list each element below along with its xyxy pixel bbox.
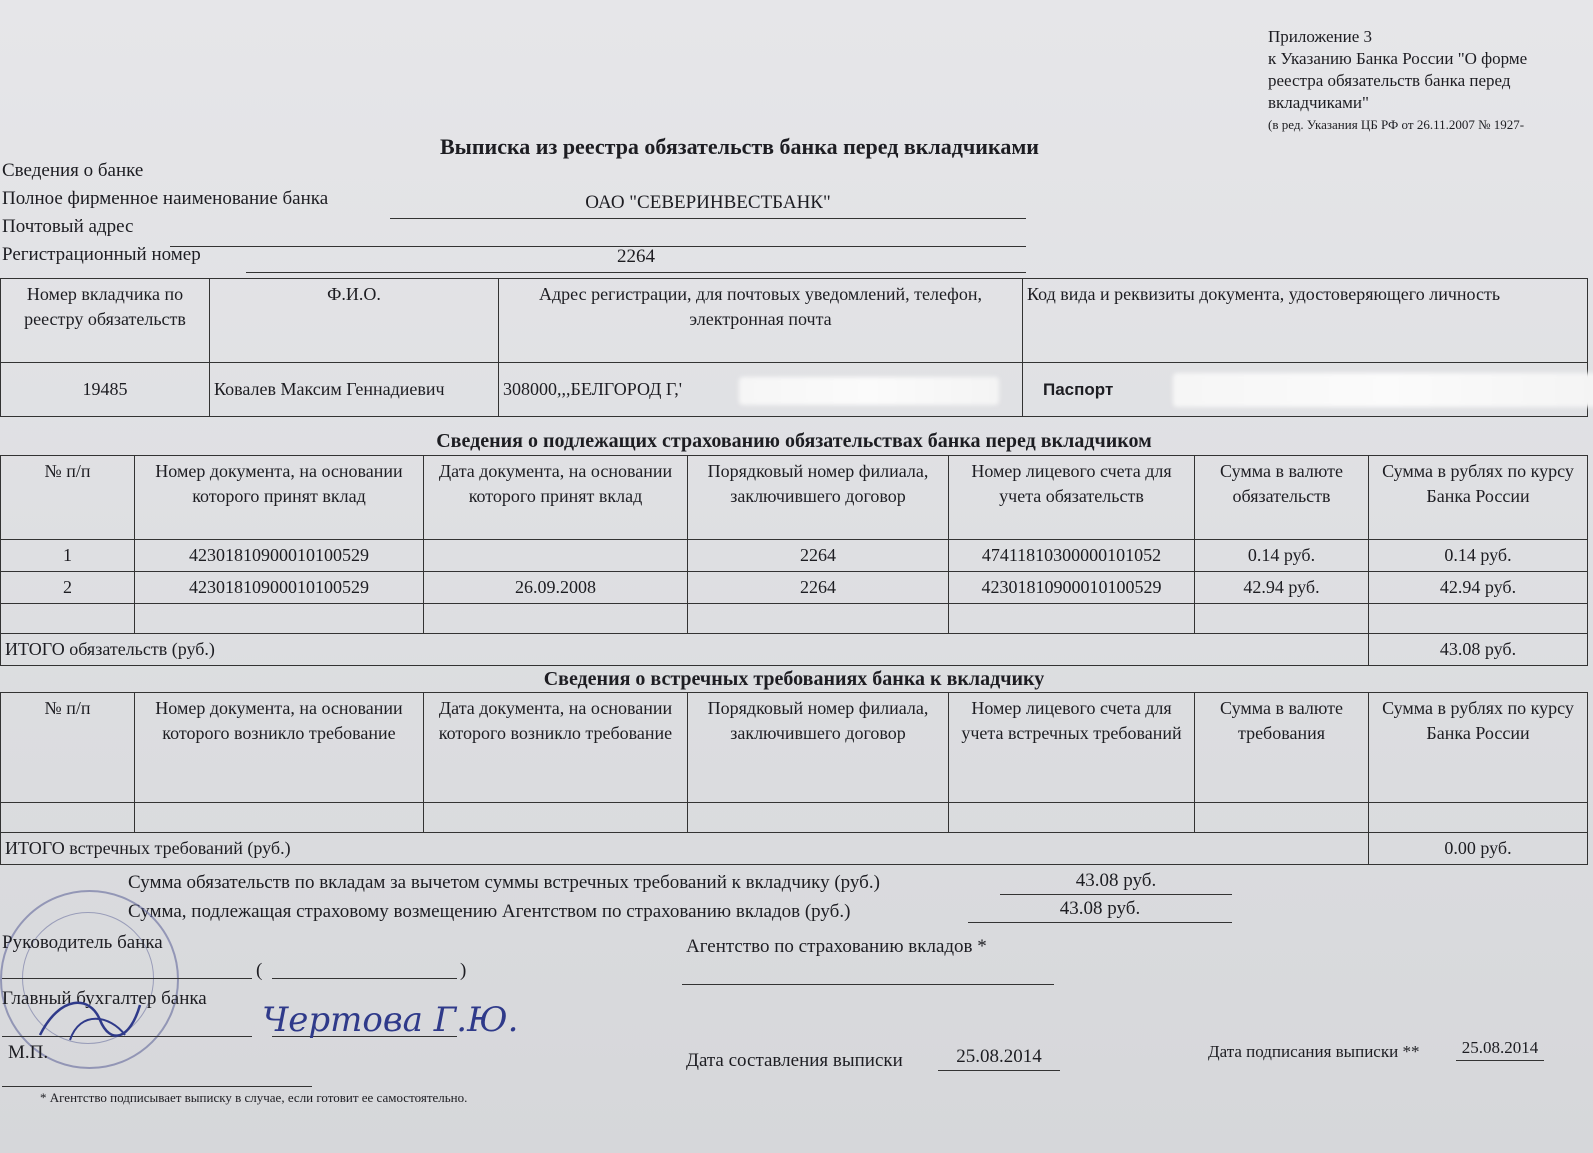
postal-address-value <box>170 220 1026 247</box>
net-amount-label: Сумма обязательств по вкладам за вычетом суммы встречных требований к вкладчику (руб.) <box>128 872 880 893</box>
counter-header: Порядковый номер филиала, заключившего договор <box>688 693 949 803</box>
cell: 42301810900010100529 <box>135 540 424 572</box>
depositor-document: Паспорт <box>1043 380 1114 399</box>
obligations-header: Порядковый номер филиала, заключившего договор <box>688 456 949 540</box>
compiled-date-value: 25.08.2014 <box>938 1046 1060 1071</box>
obligations-section-title: Сведения о подлежащих страхованию обязательствах банка перед вкладчиком <box>436 430 1152 452</box>
table-row-empty <box>1 803 1588 833</box>
obligations-header: Номер лицевого счета для учета обязательств <box>949 456 1195 540</box>
document-title: Выписка из реестра обязательств банка перед вкладчиками <box>440 134 1039 159</box>
table-row <box>1 540 1588 572</box>
signed-date-label: Дата подписания выписки ** <box>1208 1042 1420 1061</box>
seal-place-label: М.П. <box>8 1042 49 1063</box>
header-address: Адрес регистрации, для почтовых уведомлений, телефон, электронная почта <box>499 279 1023 363</box>
cell: 0.14 руб. <box>1369 540 1588 572</box>
header-full-name: Ф.И.О. <box>210 279 499 363</box>
agency-label: Агентство по страхованию вкладов * <box>686 936 987 957</box>
signature-image <box>30 990 150 1050</box>
insured-amount-value: 43.08 руб. <box>968 898 1232 923</box>
depositor-number: 19485 <box>1 363 210 417</box>
appendix-line: Приложение 3 <box>1268 27 1372 46</box>
obligations-header: Номер документа, на основании которого принят вклад <box>135 456 424 540</box>
depositor-document-cell <box>1023 363 1588 417</box>
bank-head-signature-line <box>2 956 252 979</box>
bank-name-label: Полное фирменное наименование банка <box>2 188 329 209</box>
counter-total-row <box>1 833 1588 865</box>
bank-head-name-line <box>272 956 457 979</box>
counter-header: № п/п <box>1 693 135 803</box>
cell: 42301810900010100529 <box>949 572 1195 604</box>
appendix-line: (в ред. Указания ЦБ РФ от 26.11.2007 № 1927- <box>1268 117 1525 132</box>
footnote-separator <box>2 1068 312 1087</box>
counter-claims-section-title: Сведения о встречных требованиях банка к вкладчику <box>543 668 1045 690</box>
cell: 2264 <box>688 540 949 572</box>
appendix-line: к Указанию Банка России "О форме <box>1268 49 1528 68</box>
redacted-area <box>1173 373 1593 407</box>
appendix-note <box>1268 26 1527 136</box>
obligations-total-row <box>1 634 1588 666</box>
cell: 42301810900010100529 <box>135 572 424 604</box>
insured-amount-label: Сумма, подлежащая страховому возмещению Агентством по страхованию вкладов (руб.) <box>128 901 851 922</box>
cell: 42.94 руб. <box>1369 572 1588 604</box>
depositor-address-cell <box>499 363 1023 417</box>
signed-date-value: 25.08.2014 <box>1456 1038 1544 1061</box>
redacted-area <box>739 377 999 405</box>
obligations-header: Сумма в рублях по курсу Банка России <box>1369 456 1588 540</box>
chief-accountant-label: Главный бухгалтер банка <box>2 988 207 1009</box>
bank-head-label: Руководитель банка <box>2 932 163 953</box>
appendix-line: реестра обязательств банка перед <box>1268 71 1511 90</box>
reg-number-label: Регистрационный номер <box>2 244 201 265</box>
appendix-line: вкладчиками" <box>1268 93 1369 112</box>
obligations-total-label: ИТОГО обязательств (руб.) <box>1 634 1369 666</box>
obligations-total-value: 43.08 руб. <box>1369 634 1588 666</box>
header-depositor-number: Номер вкладчика по реестру обязательств <box>1 279 210 363</box>
open-paren: ( <box>256 960 263 981</box>
counter-header: Сумма в рублях по курсу Банка России <box>1369 693 1588 803</box>
cell: 2264 <box>688 572 949 604</box>
agency-signature-line <box>682 960 1054 985</box>
depositor-name: Ковалев Максим Геннадиевич <box>210 363 499 417</box>
table-row-empty <box>1 604 1588 634</box>
reg-number-value: 2264 <box>246 246 1026 273</box>
counter-total-value: 0.00 руб. <box>1369 833 1588 865</box>
postal-address-label: Почтовый адрес <box>2 216 134 237</box>
table-row <box>1 572 1588 604</box>
counter-header: Номер лицевого счета для учета встречных требований <box>949 693 1195 803</box>
cell: 26.09.2008 <box>424 572 688 604</box>
header-id-document: Код вида и реквизиты документа, удостоверяющего личность <box>1023 279 1588 363</box>
compiled-date-label: Дата составления выписки <box>686 1050 903 1071</box>
cell: 1 <box>1 540 135 572</box>
depositor-address: 308000,,,БЕЛГОРОД Г,' <box>503 379 682 399</box>
close-paren: ) <box>460 960 467 981</box>
obligations-header: Сумма в валюте обязательств <box>1195 456 1369 540</box>
depositor-table <box>0 278 1588 417</box>
obligations-header: № п/п <box>1 456 135 540</box>
footnote: * Агентство подписывает выписку в случае, если готовит ее самостоятельно. <box>40 1090 468 1105</box>
cell: 42.94 руб. <box>1195 572 1369 604</box>
obligations-table <box>0 455 1588 666</box>
obligations-header: Дата документа, на основании которого принят вклад <box>424 456 688 540</box>
cell: 2 <box>1 572 135 604</box>
net-amount-value: 43.08 руб. <box>1000 870 1232 895</box>
counter-header: Сумма в валюте требования <box>1195 693 1369 803</box>
cell <box>424 540 688 572</box>
cell: 0.14 руб. <box>1195 540 1369 572</box>
counter-claims-table <box>0 692 1588 865</box>
counter-header: Дата документа, на основании которого возникло требование <box>424 693 688 803</box>
cell: 47411810300000101052 <box>949 540 1195 572</box>
counter-total-label: ИТОГО встречных требований (руб.) <box>1 833 1369 865</box>
counter-header: Номер документа, на основании которого возникло требование <box>135 693 424 803</box>
accountant-handwritten-name: Чертова Г.Ю. <box>262 1000 519 1040</box>
bank-name-value: ОАО "СЕВЕРИНВЕСТБАНК" <box>390 192 1026 219</box>
bank-section-label: Сведения о банке <box>2 160 144 181</box>
